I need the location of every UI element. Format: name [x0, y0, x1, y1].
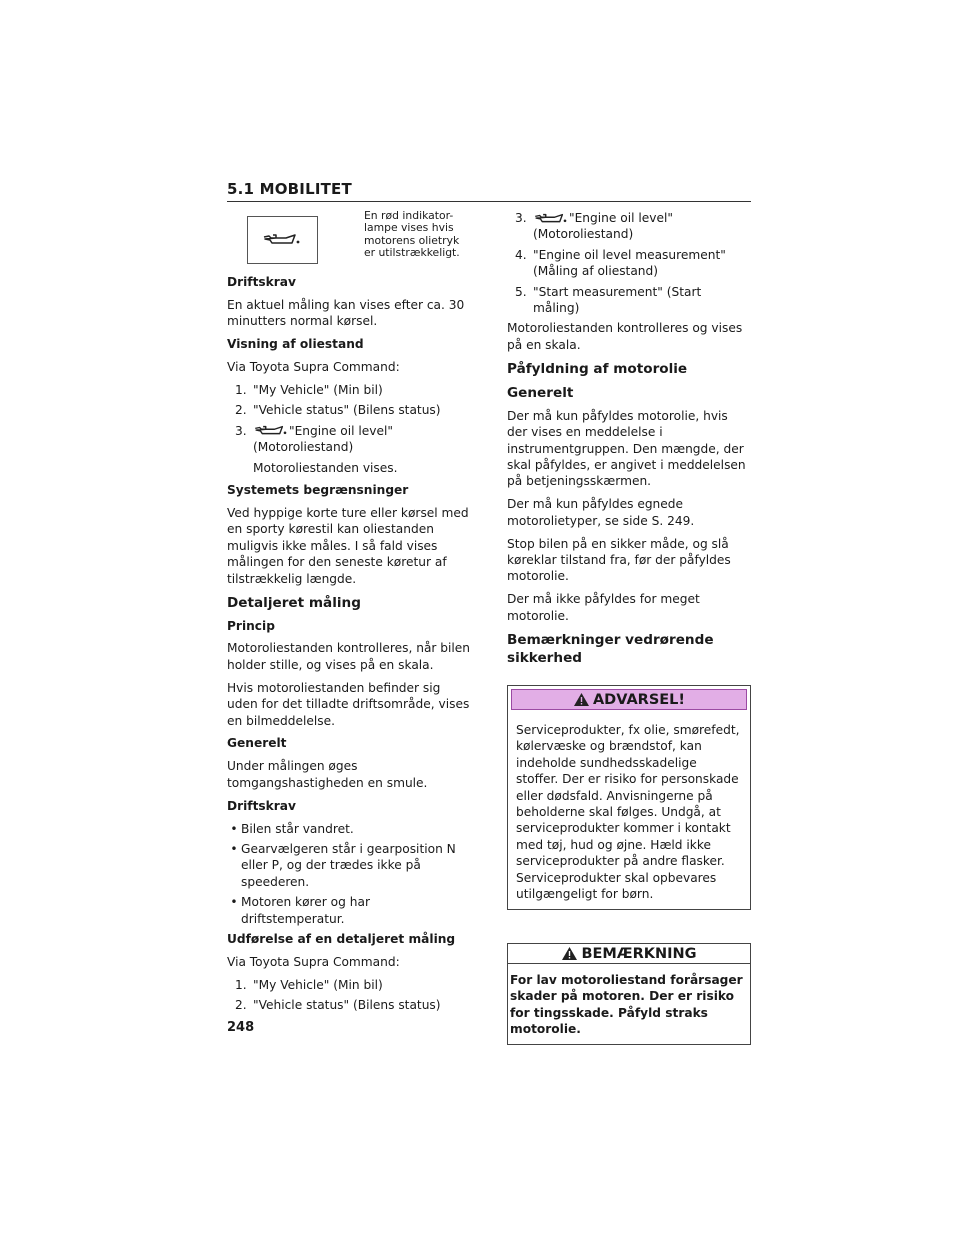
step-text: "My Vehicle" (Min bil)	[253, 383, 383, 398]
bullet-text: Motoren kører og har driftstemperatur.	[241, 895, 370, 926]
list-item	[507, 210, 751, 243]
heading-pafyldning: Påfyldning af motorolie	[507, 360, 688, 377]
heading-visning: Visning af oliestand	[227, 337, 364, 352]
heading-driftskrav: Driftskrav	[227, 798, 296, 813]
step-text: "Vehicle status" (Bilens status)	[253, 998, 441, 1013]
list-item	[227, 423, 471, 456]
paragraph: Via Toyota Supra Command:	[227, 954, 400, 969]
warning-triangle-icon	[573, 692, 590, 707]
heading-generelt: Generelt	[507, 384, 574, 401]
list-item: • Motoren kører og har driftstemperatur.	[227, 894, 471, 927]
paragraph: Ved hyppige korte ture eller kørsel med en sporty kørestil kan oliestanden muligvis ikke måles. I så fald vises målingen for den seneste køretur af tilstrækkelig længde.	[227, 505, 469, 586]
indicator-row	[227, 210, 471, 264]
step-text: "Engine oil level" (Motoroliestand)	[533, 211, 673, 242]
step-number: 1.	[235, 977, 247, 992]
note-title: BEMÆRKNING	[581, 945, 697, 962]
step-text: "Start measurement" (Start måling)	[533, 284, 702, 316]
warning-box	[507, 685, 751, 910]
paragraph: Stop bilen på en sikker måde, og slå køreklar tilstand fra, før der påfyldes motorolie.	[507, 536, 731, 584]
heading-begraensninger: Systemets begrænsninger	[227, 483, 409, 498]
step-text: "Engine oil level" (Motoroliestand)	[253, 423, 393, 455]
bullet-list	[227, 821, 471, 927]
indicator-box	[247, 216, 318, 264]
list-item: • Gearvælgeren står i gearposition N eller P, og der trædes ikke på speederen.	[227, 841, 471, 890]
note-box	[507, 943, 751, 1045]
paragraph: Via Toyota Supra Command:	[227, 360, 400, 375]
step-number: 2.	[235, 998, 247, 1013]
list-item	[507, 284, 751, 317]
list-item: • Bilen står vandret.	[230, 821, 354, 836]
paragraph: Motoroliestanden kontrolleres, når bilen holder stille, og vises på en skala.	[227, 641, 471, 672]
heading-sikkerhed: Bemærkninger vedrørende sikkerhed	[507, 631, 714, 666]
step-text: "Engine oil level measurement" (Måling af oliestand)	[533, 247, 726, 279]
steps-list	[227, 382, 471, 456]
step-result: Motoroliestanden vises.	[253, 460, 398, 475]
warning-triangle-icon	[561, 946, 578, 961]
heading-driftskrav: Driftskrav	[227, 275, 296, 289]
heading-udforelse: Udførelse af en detaljeret måling	[227, 932, 456, 946]
list-item	[227, 977, 471, 993]
step-number: 2.	[235, 403, 247, 418]
section-title: 5.1 MOBILITET	[227, 180, 352, 198]
paragraph: Der må ikke påfyldes for meget motorolie.	[507, 592, 700, 623]
warning-text: Serviceprodukter, fx olie, smørefedt, kølervæske og brændstof, kan indeholde sundhedsskadelige stoffer. Der er risiko for personskade eller dødsfald. Anvisningerne på beholderne skal følges. Undgå, at serviceprodukter kommer i kontakt med tøj, hud og øjne. Hæld ikke serviceprodukter på andre flasker. Serviceprodukter skal opbevares utilgængeligt for børn.	[516, 723, 740, 902]
heading-princip: Princip	[227, 618, 275, 633]
paragraph: Der må kun påfyldes motorolie, hvis der vises en meddelelse i instrumentgruppen. Den mængde, der skal påfyldes, er angivet i meddelelsen på betjeningsskærmen.	[507, 408, 746, 489]
steps-list	[227, 977, 471, 1014]
paragraph: Der må kun påfyldes egnede motorolietyper, se side S. 249.	[507, 497, 695, 528]
indicator-text: En rød indikator-lampe vises hvis motorens olietryk er utilstrækkeligt.	[363, 209, 460, 260]
warning-header	[511, 689, 747, 710]
note-text: For lav motoroliestand forårsager skader på motoren. Der er risiko for tingsskade. Påfyld straks motorolie.	[510, 972, 743, 1037]
paragraph: Motoroliestanden kontrolleres og vises på en skala.	[507, 321, 743, 352]
paragraph: Under målingen øges tomgangshastigheden en smule.	[227, 759, 428, 790]
step-text: "Vehicle status" (Bilens status)	[253, 403, 441, 418]
step-number: 5.	[515, 284, 527, 299]
oil-can-icon	[253, 424, 289, 438]
list-item	[227, 382, 471, 398]
page-number: 248	[227, 1020, 255, 1035]
bullet-text: Gearvælgeren står i gearposition N eller P, og der trædes ikke på speederen.	[241, 841, 456, 889]
step-text: "My Vehicle" (Min bil)	[253, 977, 383, 992]
paragraph: Hvis motoroliestanden befinder sig uden for det tilladte driftsområde, vises en bilmeddelelse.	[227, 680, 470, 728]
note-header	[508, 944, 750, 964]
bullet-text: Bilen står vandret.	[241, 821, 354, 836]
paragraph: En aktuel måling kan vises efter ca. 30 minutters normal kørsel.	[227, 297, 465, 329]
steps-list	[507, 210, 751, 316]
step-number: 3.	[515, 211, 527, 225]
left-column	[227, 210, 471, 1018]
list-item	[227, 402, 471, 418]
oil-can-icon	[262, 232, 302, 248]
oil-can-icon	[533, 212, 569, 226]
step-number: 4.	[515, 247, 527, 262]
list-item	[227, 997, 471, 1013]
right-column	[507, 210, 751, 1045]
step-number: 1.	[235, 383, 247, 398]
list-item	[507, 247, 751, 280]
heading-detaljeret: Detaljeret måling	[227, 594, 361, 611]
heading-generelt: Generelt	[227, 736, 287, 751]
step-number: 3.	[235, 423, 247, 438]
section-header	[227, 180, 751, 202]
warning-title: ADVARSEL!	[592, 691, 686, 708]
